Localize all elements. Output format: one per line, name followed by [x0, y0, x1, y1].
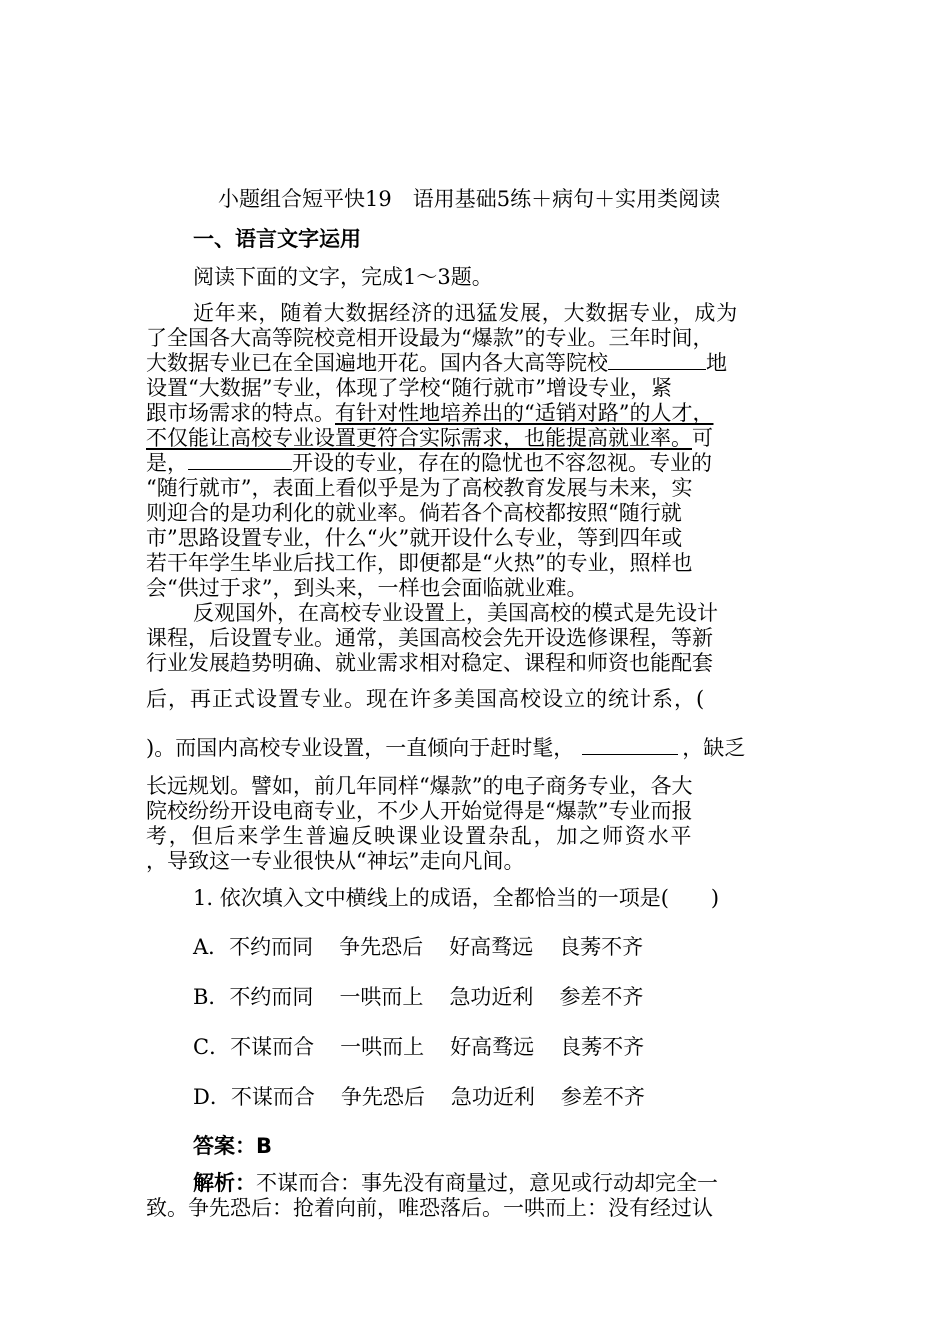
passage-line: 了全国各大高等院校竞相开设最为“爆款”的专业。三年时间，	[146, 326, 714, 350]
passage-line: 是， 开设的专业，存在的隐忧也不容忽视。专业的	[146, 451, 712, 475]
passage-line: 跟市场需求的特点。有针对性地培养出的“适销对路”的人才，	[146, 401, 714, 425]
passage-line: 行业发展趋势明确、就业需求相对稳定、课程和师资也能配套	[146, 651, 713, 675]
passage-line: 市”思路设置专业，什么“火”就开设什么专业，等到四年或	[146, 526, 683, 550]
passage-line: 则迎合的是功利化的就业率。倘若各个高校都按照“随行就	[146, 501, 682, 525]
passage-line: 近年来，随着大数据经济的迅猛发展，大数据专业，成为	[193, 301, 738, 325]
option-d: D．不谋而合 争先恐后 急功近利 参差不齐	[193, 1085, 645, 1109]
page-title: 小题组合短平快19 语用基础5练＋病句＋实用类阅读	[218, 187, 721, 211]
underlined-sentence: 不仅能让高校专业设置更符合实际需求，也能提高就业率。	[146, 426, 692, 450]
question-stem: 1. 依次填入文中横线上的成语，全都恰当的一项是( )	[193, 886, 720, 910]
passage-line: 设置“大数据”专业，体现了学校“随行就市”增设专业，紧	[146, 376, 672, 400]
passage-line: 会“供过于求”，到头来，一样也会面临就业难。	[146, 576, 588, 600]
fill-blank-3	[582, 736, 678, 755]
passage-line: )。而国内高校专业设置，一直倾向于赶时髦， ，缺乏	[146, 736, 746, 760]
option-b: B．不约而同 一哄而上 急功近利 参差不齐	[193, 985, 644, 1009]
passage-line: ，导致这一专业很快从“神坛”走向凡间。	[146, 849, 525, 873]
passage-line: 后，再正式设置专业。现在许多美国高校设立的统计系，(	[146, 687, 706, 711]
passage-line: 考，但后来学生普遍反映课业设置杂乱，加之师资水平	[146, 824, 694, 848]
passage-line: “随行就市”，表面上看似乎是为了高校教育发展与未来，实	[146, 476, 693, 500]
passage-line: 院校纷纷开设电商专业，不少人开始觉得是“爆款”专业而报	[146, 799, 693, 823]
passage-line: 课程，后设置专业。通常，美国高校会先开设选修课程，等新	[146, 626, 713, 650]
reading-instruction: 阅读下面的文字，完成1～3题。	[193, 265, 493, 289]
analysis-label: 解析：	[193, 1171, 256, 1195]
passage-line: 若干年学生毕业后找工作，即便都是“火热”的专业，照样也	[146, 551, 693, 575]
answer: 答案：B	[193, 1134, 273, 1158]
fill-blank-2	[188, 451, 292, 470]
underlined-sentence: 有针对性地培养出的“适销对路”的人才，	[335, 401, 714, 425]
analysis-line: 解析：不谋而合：事先没有商量过，意见或行动却完全一	[193, 1171, 718, 1195]
passage-line: 反观国外，在高校专业设置上，美国高校的模式是先设计	[193, 601, 718, 625]
analysis-line: 致。争先恐后：抢着向前，唯恐落后。一哄而上：没有经过认	[146, 1196, 713, 1220]
option-a: A．不约而同 争先恐后 好高骛远 良莠不齐	[193, 935, 644, 959]
passage-line: 长远规划。譬如，前几年同样“爆款”的电子商务专业，各大	[146, 774, 693, 798]
section-heading: 一、语言文字运用	[193, 227, 361, 251]
option-c: C．不谋而合 一哄而上 好高骛远 良莠不齐	[193, 1035, 645, 1059]
passage-line: 大数据专业已在全国遍地开花。国内各大高等院校 地	[146, 351, 727, 375]
fill-blank-1	[608, 351, 706, 370]
passage-line: 不仅能让高校专业设置更符合实际需求，也能提高就业率。可	[146, 426, 713, 450]
